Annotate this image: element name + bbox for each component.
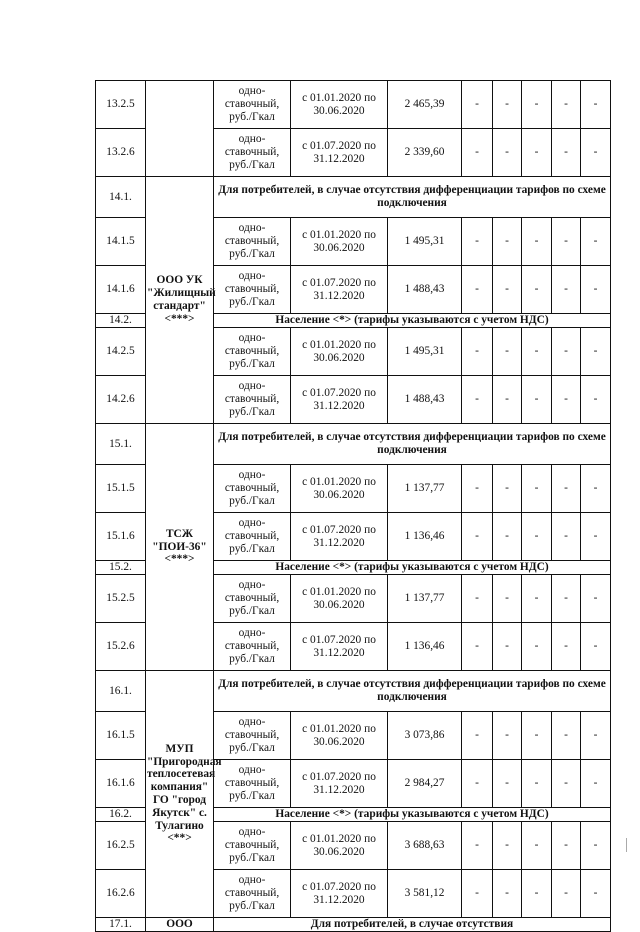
organization-name: ТСЖ "ПОИ-36" <***> <box>146 424 214 671</box>
dash-cell: - <box>462 81 493 129</box>
dash-cell: - <box>462 623 493 671</box>
row-number: 15.1.6 <box>96 513 146 561</box>
tariff-value: 1 495,31 <box>388 218 462 266</box>
tariff-value: 1 488,43 <box>388 266 462 314</box>
dash-cell: - <box>462 513 493 561</box>
dash-cell: - <box>522 81 552 129</box>
unit-cell: одно-ставочный, руб./Гкал <box>214 760 291 808</box>
section-header: Для потребителей, в случае отсутствия дифференциации тарифов по схеме подключения <box>214 424 611 465</box>
unit-cell: одно-ставочный, руб./Гкал <box>214 712 291 760</box>
unit-cell: одно-ставочный, руб./Гкал <box>214 129 291 177</box>
dash-cell: - <box>581 465 611 513</box>
dash-cell: - <box>462 760 493 808</box>
period-cell: с 01.01.2020 по 30.06.2020 <box>291 712 388 760</box>
table-row <box>96 671 611 712</box>
dash-cell: - <box>581 129 611 177</box>
organization-name: МУП "Пригородная теплосетевая компания" ГО "город Якутск" с. Тулагино <**> <box>146 671 214 918</box>
unit-cell: одно-ставочный, руб./Гкал <box>214 465 291 513</box>
dash-cell: - <box>552 328 581 376</box>
dash-cell: - <box>552 465 581 513</box>
row-number: 14.1.6 <box>96 266 146 314</box>
dash-cell: - <box>522 465 552 513</box>
dash-cell: - <box>493 760 522 808</box>
dash-cell: - <box>581 870 611 918</box>
table-row <box>96 177 611 218</box>
dash-cell: - <box>522 129 552 177</box>
dash-cell: - <box>552 575 581 623</box>
table-row <box>96 424 611 465</box>
dash-cell: - <box>552 513 581 561</box>
dash-cell: - <box>493 328 522 376</box>
unit-cell: одно-ставочный, руб./Гкал <box>214 623 291 671</box>
dash-cell: - <box>581 81 611 129</box>
tariff-value: 3 581,12 <box>388 870 462 918</box>
dash-cell: - <box>522 513 552 561</box>
dash-cell: - <box>581 328 611 376</box>
unit-cell: одно-ставочный, руб./Гкал <box>214 81 291 129</box>
dash-cell: - <box>522 266 552 314</box>
period-cell: с 01.01.2020 по 30.06.2020 <box>291 575 388 623</box>
dash-cell: - <box>462 129 493 177</box>
row-number: 15.2.5 <box>96 575 146 623</box>
dash-cell: - <box>552 81 581 129</box>
organization-name: ООО <box>146 918 214 932</box>
unit-cell: одно-ставочный, руб./Гкал <box>214 870 291 918</box>
period-cell: с 01.07.2020 по 31.12.2020 <box>291 870 388 918</box>
dash-cell: - <box>522 623 552 671</box>
dash-cell: - <box>493 712 522 760</box>
organization-cell <box>146 81 214 177</box>
unit-cell: одно-ставочный, руб./Гкал <box>214 328 291 376</box>
period-cell: с 01.01.2020 по 30.06.2020 <box>291 218 388 266</box>
period-cell: с 01.07.2020 по 31.12.2020 <box>291 623 388 671</box>
dash-cell: - <box>552 712 581 760</box>
row-number: 16.2.6 <box>96 870 146 918</box>
dash-cell: - <box>493 623 522 671</box>
dash-cell: - <box>522 822 552 870</box>
dash-cell: - <box>581 513 611 561</box>
dash-cell: - <box>462 266 493 314</box>
dash-cell: - <box>552 760 581 808</box>
unit-cell: одно-ставочный, руб./Гкал <box>214 822 291 870</box>
dash-cell: - <box>462 822 493 870</box>
row-number: 14.2. <box>96 314 146 328</box>
tariff-value: 1 136,46 <box>388 623 462 671</box>
dash-cell: - <box>493 376 522 424</box>
tariff-value: 3 073,86 <box>388 712 462 760</box>
tariff-value: 2 465,39 <box>388 81 462 129</box>
row-number: 15.2.6 <box>96 623 146 671</box>
row-number: 16.1.6 <box>96 760 146 808</box>
row-number: 16.1. <box>96 671 146 712</box>
dash-cell: - <box>552 266 581 314</box>
dash-cell: - <box>493 575 522 623</box>
row-number: 17.1. <box>96 918 146 932</box>
section-header: Население <*> (тарифы указываются с учетом НДС) <box>214 314 611 328</box>
dash-cell: - <box>462 465 493 513</box>
unit-cell: одно-ставочный, руб./Гкал <box>214 376 291 424</box>
scan-edge-mark <box>626 838 628 852</box>
period-cell: с 01.01.2020 по 30.06.2020 <box>291 822 388 870</box>
dash-cell: - <box>552 870 581 918</box>
dash-cell: - <box>581 712 611 760</box>
dash-cell: - <box>581 266 611 314</box>
dash-cell: - <box>493 218 522 266</box>
dash-cell: - <box>462 712 493 760</box>
period-cell: с 01.01.2020 по 30.06.2020 <box>291 81 388 129</box>
dash-cell: - <box>493 266 522 314</box>
dash-cell: - <box>522 760 552 808</box>
dash-cell: - <box>493 81 522 129</box>
dash-cell: - <box>552 822 581 870</box>
tariff-value: 1 488,43 <box>388 376 462 424</box>
dash-cell: - <box>581 575 611 623</box>
dash-cell: - <box>552 218 581 266</box>
row-number: 14.2.6 <box>96 376 146 424</box>
section-header: Население <*> (тарифы указываются с учетом НДС) <box>214 561 611 575</box>
tariff-value: 1 495,31 <box>388 328 462 376</box>
period-cell: с 01.07.2020 по 31.12.2020 <box>291 513 388 561</box>
dash-cell: - <box>581 822 611 870</box>
tariff-value: 2 339,60 <box>388 129 462 177</box>
period-cell: с 01.07.2020 по 31.12.2020 <box>291 266 388 314</box>
dash-cell: - <box>462 575 493 623</box>
row-number: 14.1. <box>96 177 146 218</box>
dash-cell: - <box>493 129 522 177</box>
dash-cell: - <box>522 712 552 760</box>
row-number: 13.2.6 <box>96 129 146 177</box>
dash-cell: - <box>552 129 581 177</box>
table-row <box>96 81 611 129</box>
dash-cell: - <box>522 575 552 623</box>
section-header: Население <*> (тарифы указываются с учетом НДС) <box>214 808 611 822</box>
dash-cell: - <box>552 623 581 671</box>
dash-cell: - <box>462 328 493 376</box>
row-number: 15.2. <box>96 561 146 575</box>
row-number: 15.1.5 <box>96 465 146 513</box>
dash-cell: - <box>522 218 552 266</box>
dash-cell: - <box>493 870 522 918</box>
dash-cell: - <box>522 870 552 918</box>
dash-cell: - <box>493 465 522 513</box>
row-number: 16.2.5 <box>96 822 146 870</box>
tariff-value: 2 984,27 <box>388 760 462 808</box>
table-row <box>96 918 611 932</box>
unit-cell: одно-ставочный, руб./Гкал <box>214 218 291 266</box>
dash-cell: - <box>522 328 552 376</box>
row-number: 16.1.5 <box>96 712 146 760</box>
tariff-value: 1 136,46 <box>388 513 462 561</box>
row-number: 14.2.5 <box>96 328 146 376</box>
dash-cell: - <box>493 513 522 561</box>
organization-name: ООО УК "Жилищный стандарт" <***> <box>146 177 214 424</box>
section-header: Для потребителей, в случае отсутствия <box>214 918 611 932</box>
period-cell: с 01.07.2020 по 31.12.2020 <box>291 376 388 424</box>
section-header: Для потребителей, в случае отсутствия дифференциации тарифов по схеме подключения <box>214 671 611 712</box>
tariff-value: 1 137,77 <box>388 575 462 623</box>
row-number: 15.1. <box>96 424 146 465</box>
dash-cell: - <box>581 218 611 266</box>
dash-cell: - <box>581 760 611 808</box>
row-number: 14.1.5 <box>96 218 146 266</box>
unit-cell: одно-ставочный, руб./Гкал <box>214 575 291 623</box>
dash-cell: - <box>493 822 522 870</box>
dash-cell: - <box>522 376 552 424</box>
dash-cell: - <box>581 376 611 424</box>
unit-cell: одно-ставочный, руб./Гкал <box>214 266 291 314</box>
row-number: 16.2. <box>96 808 146 822</box>
dash-cell: - <box>462 376 493 424</box>
period-cell: с 01.07.2020 по 31.12.2020 <box>291 129 388 177</box>
dash-cell: - <box>552 376 581 424</box>
section-header: Для потребителей, в случае отсутствия дифференциации тарифов по схеме подключения <box>214 177 611 218</box>
dash-cell: - <box>581 623 611 671</box>
tariff-table <box>95 80 611 932</box>
dash-cell: - <box>462 870 493 918</box>
row-number: 13.2.5 <box>96 81 146 129</box>
dash-cell: - <box>462 218 493 266</box>
period-cell: с 01.07.2020 по 31.12.2020 <box>291 760 388 808</box>
period-cell: с 01.01.2020 по 30.06.2020 <box>291 328 388 376</box>
tariff-value: 3 688,63 <box>388 822 462 870</box>
tariff-value: 1 137,77 <box>388 465 462 513</box>
unit-cell: одно-ставочный, руб./Гкал <box>214 513 291 561</box>
period-cell: с 01.01.2020 по 30.06.2020 <box>291 465 388 513</box>
